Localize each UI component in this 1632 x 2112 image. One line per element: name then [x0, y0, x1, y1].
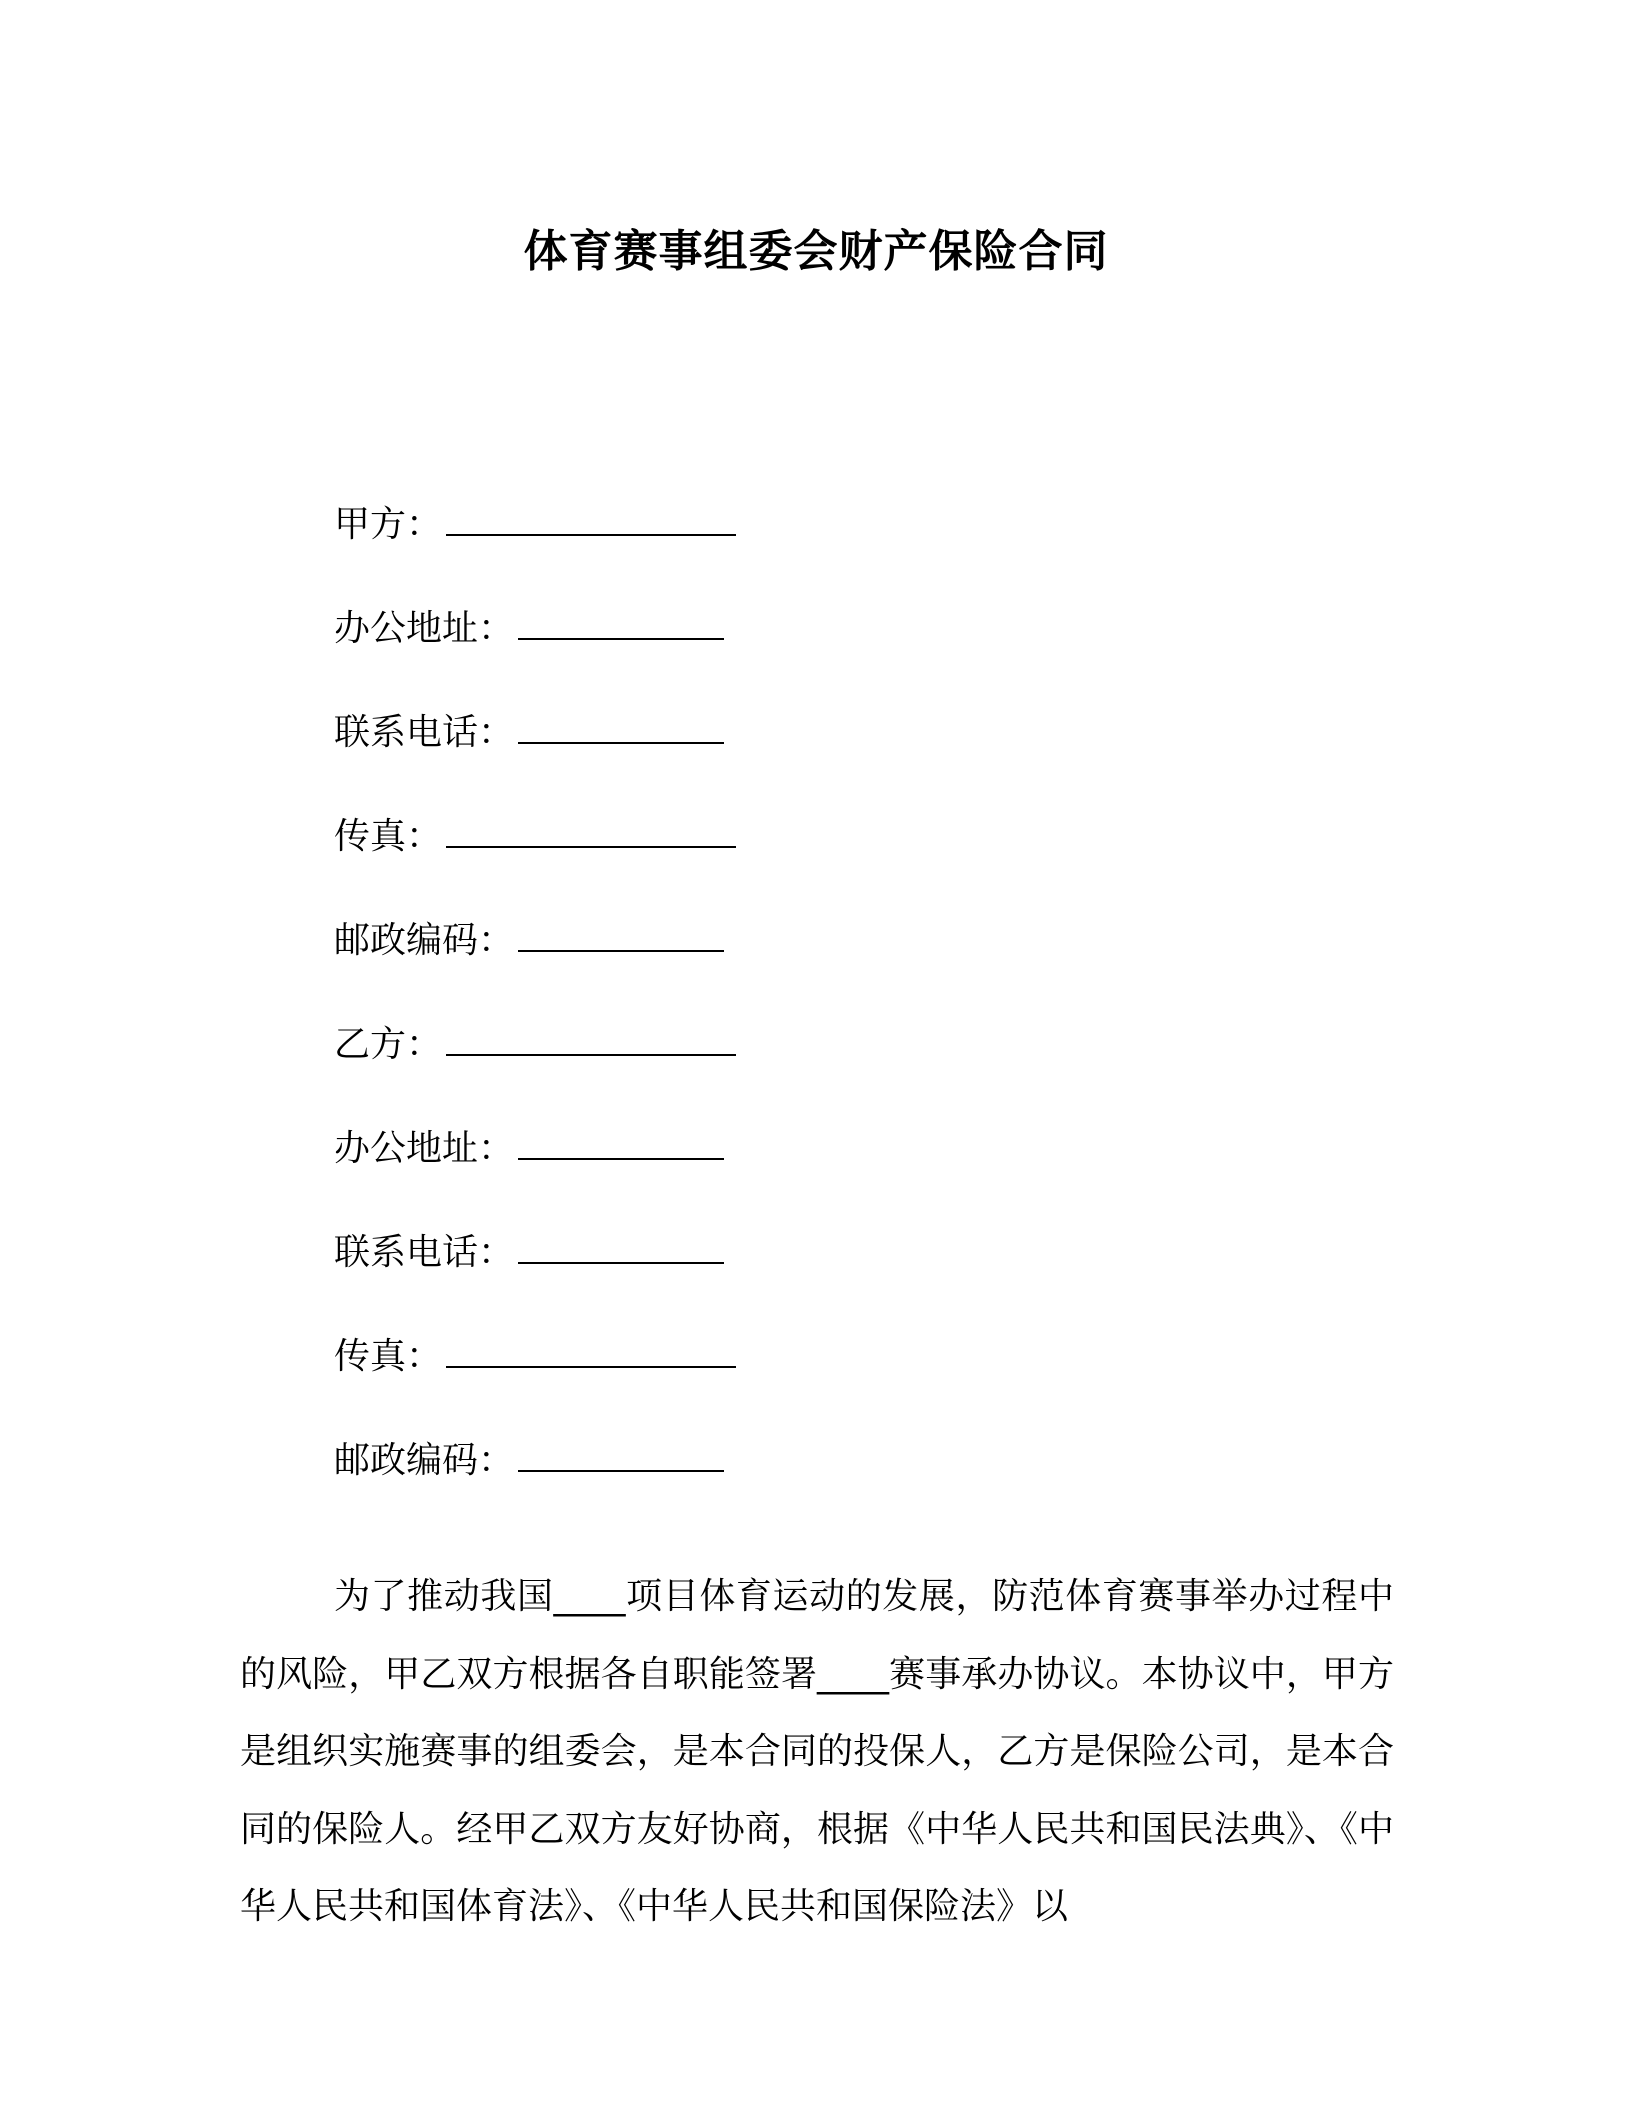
field-label: 传真：	[334, 1336, 443, 1377]
party-a-address-field	[334, 594, 1434, 698]
fill-in-blank	[518, 1218, 724, 1264]
fill-in-blank	[518, 906, 724, 952]
field-label: 办公地址：	[334, 1128, 515, 1169]
fill-in-blank	[446, 802, 736, 848]
party-a-postcode-field	[334, 906, 1434, 1010]
party-b-phone-field	[334, 1218, 1434, 1322]
intro-paragraph: 为了推动我国____项目体育运动的发展，防范体育赛事举办过程中的风险，甲乙双方根据各自职能签署____赛事承办协议。本协议中，甲方是组织实施赛事的组委会，是本合同的投保人，乙方是保险公司，是本合同的保险人。经甲乙双方友好协商，根据《中华人民共和国民法典》、《中华人民共和国体育法》、《中华人民共和国保险法》以	[240, 1576, 1394, 1927]
party-a-phone-field	[334, 698, 1434, 802]
document-title: 体育赛事组委会财产保险合同	[523, 226, 1109, 277]
party-a-fax-field	[334, 802, 1434, 906]
party-info-fields	[334, 490, 1434, 1530]
fill-in-blank	[518, 594, 724, 640]
field-label: 联系电话：	[334, 1232, 515, 1273]
fill-in-blank	[446, 1322, 736, 1368]
party-a-name-field	[334, 490, 1434, 594]
fill-in-blank	[518, 698, 724, 744]
field-label: 传真：	[334, 816, 443, 857]
party-b-fax-field	[334, 1322, 1434, 1426]
field-label: 办公地址：	[334, 608, 515, 649]
fill-in-blank	[518, 1426, 724, 1472]
field-label: 甲方：	[334, 504, 443, 545]
fill-in-blank	[518, 1114, 724, 1160]
field-label: 乙方：	[334, 1024, 443, 1065]
party-b-name-field	[334, 1010, 1434, 1114]
party-b-postcode-field	[334, 1426, 1434, 1530]
fill-in-blank	[446, 1010, 736, 1056]
fill-in-blank	[446, 490, 736, 536]
party-b-address-field	[334, 1114, 1434, 1218]
field-label: 联系电话：	[334, 712, 515, 753]
field-label: 邮政编码：	[334, 920, 515, 961]
field-label: 邮政编码：	[334, 1440, 515, 1481]
